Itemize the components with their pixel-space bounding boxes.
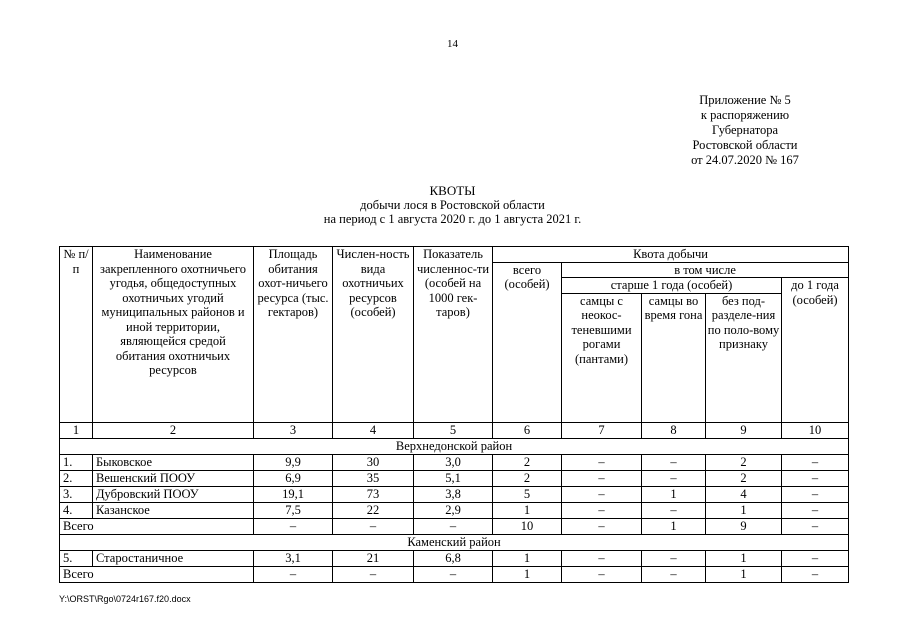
total-count: – bbox=[333, 518, 414, 534]
total-c9: 9 bbox=[706, 518, 782, 534]
total-label: Всего bbox=[60, 518, 254, 534]
total-c10: – bbox=[782, 518, 849, 534]
row-c10: – bbox=[782, 502, 849, 518]
total-c8: – bbox=[642, 566, 706, 582]
row-count: 30 bbox=[333, 454, 414, 470]
document-title bbox=[0, 184, 905, 226]
appendix-line: Приложение № 5 bbox=[699, 93, 791, 107]
row-c7: – bbox=[562, 454, 642, 470]
row-c8: – bbox=[642, 454, 706, 470]
col-number: 3 bbox=[254, 422, 333, 438]
total-row bbox=[60, 566, 849, 582]
row-c7: – bbox=[562, 486, 642, 502]
header-count: Числен-ность вида охотничьих ресурсов (особей) bbox=[333, 247, 414, 423]
row-density: 6,8 bbox=[414, 550, 493, 566]
col-number: 6 bbox=[493, 422, 562, 438]
col-number: 8 bbox=[642, 422, 706, 438]
row-area: 19,1 bbox=[254, 486, 333, 502]
total-row bbox=[60, 518, 849, 534]
row-total: 2 bbox=[493, 470, 562, 486]
total-total: 10 bbox=[493, 518, 562, 534]
row-count: 73 bbox=[333, 486, 414, 502]
row-c8: – bbox=[642, 470, 706, 486]
row-c10: – bbox=[782, 486, 849, 502]
header-area: Площадь обитания охот-ничьего ресурса (тыс. гектаров) bbox=[254, 247, 333, 423]
district-header: Каменский район bbox=[60, 534, 849, 550]
total-c7: – bbox=[562, 518, 642, 534]
header-males-no-antlers: самцы с неокос-теневшими рогами (пантами) bbox=[562, 293, 642, 422]
col-number: 4 bbox=[333, 422, 414, 438]
header-quota: Квота добычи bbox=[493, 247, 849, 263]
header-no-sex: без под-разделе-ния по поло-вому признаку bbox=[706, 293, 782, 422]
col-number: 1 bbox=[60, 422, 93, 438]
appendix-line: Губернатора bbox=[711, 123, 779, 137]
appendix-line: Ростовской области bbox=[692, 138, 798, 152]
col-number: 5 bbox=[414, 422, 493, 438]
file-path-footer: Y:\ORST\Rgo\0724r167.f20.docx bbox=[59, 594, 191, 604]
row-name: Казанское bbox=[93, 502, 254, 518]
row-num: 5. bbox=[60, 550, 93, 566]
title-main: КВОТЫ bbox=[429, 183, 476, 198]
col-number: 7 bbox=[562, 422, 642, 438]
total-total: 1 bbox=[493, 566, 562, 582]
row-c9: 2 bbox=[706, 470, 782, 486]
row-area: 7,5 bbox=[254, 502, 333, 518]
total-density: – bbox=[414, 518, 493, 534]
row-c9: 1 bbox=[706, 550, 782, 566]
row-area: 6,9 bbox=[254, 470, 333, 486]
row-num: 4. bbox=[60, 502, 93, 518]
row-c8: – bbox=[642, 502, 706, 518]
col-number: 10 bbox=[782, 422, 849, 438]
header-older: старше 1 года (особей) bbox=[562, 278, 782, 294]
total-area: – bbox=[254, 518, 333, 534]
total-label: Всего bbox=[60, 566, 254, 582]
row-c10: – bbox=[782, 550, 849, 566]
page-number: 14 bbox=[447, 38, 458, 50]
table-row bbox=[60, 454, 849, 470]
row-area: 9,9 bbox=[254, 454, 333, 470]
row-c9: 4 bbox=[706, 486, 782, 502]
row-density: 3,0 bbox=[414, 454, 493, 470]
col-number: 2 bbox=[93, 422, 254, 438]
header-num: № п/п bbox=[60, 247, 93, 423]
header-density: Показатель численнос-ти (особей на 1000 гек-таров) bbox=[414, 247, 493, 423]
total-count: – bbox=[333, 566, 414, 582]
row-c8: – bbox=[642, 550, 706, 566]
header-total: всего (особей) bbox=[493, 262, 562, 422]
total-density: – bbox=[414, 566, 493, 582]
row-name: Старостаничное bbox=[93, 550, 254, 566]
row-area: 3,1 bbox=[254, 550, 333, 566]
row-density: 5,1 bbox=[414, 470, 493, 486]
appendix-line: от 24.07.2020 № 167 bbox=[691, 153, 799, 167]
row-density: 3,8 bbox=[414, 486, 493, 502]
row-count: 22 bbox=[333, 502, 414, 518]
row-total: 1 bbox=[493, 550, 562, 566]
row-c10: – bbox=[782, 454, 849, 470]
col-number: 9 bbox=[706, 422, 782, 438]
total-c8: 1 bbox=[642, 518, 706, 534]
row-c10: – bbox=[782, 470, 849, 486]
header-including: в том числе bbox=[562, 262, 849, 278]
row-c7: – bbox=[562, 550, 642, 566]
row-c9: 2 bbox=[706, 454, 782, 470]
row-name: Быковское bbox=[93, 454, 254, 470]
appendix-line: к распоряжению bbox=[700, 108, 790, 122]
header-males-rut: самцы во время гона bbox=[642, 293, 706, 422]
table-row bbox=[60, 502, 849, 518]
appendix-block bbox=[640, 93, 850, 168]
row-num: 2. bbox=[60, 470, 93, 486]
row-density: 2,9 bbox=[414, 502, 493, 518]
row-total: 2 bbox=[493, 454, 562, 470]
row-c7: – bbox=[562, 470, 642, 486]
row-total: 1 bbox=[493, 502, 562, 518]
title-subtitle: добычи лося в Ростовской области bbox=[360, 198, 545, 212]
row-c9: 1 bbox=[706, 502, 782, 518]
total-c9: 1 bbox=[706, 566, 782, 582]
row-count: 35 bbox=[333, 470, 414, 486]
quota-table bbox=[59, 246, 849, 583]
row-total: 5 bbox=[493, 486, 562, 502]
total-area: – bbox=[254, 566, 333, 582]
table-row bbox=[60, 470, 849, 486]
row-num: 3. bbox=[60, 486, 93, 502]
row-c8: 1 bbox=[642, 486, 706, 502]
row-count: 21 bbox=[333, 550, 414, 566]
row-c7: – bbox=[562, 502, 642, 518]
header-name: Наименование закрепленного охотничьего угодья, общедоступных охотничьих угодий муниципальных районов и иной территории, являющейся средой обитания охотничьих ресурсов bbox=[93, 247, 254, 423]
total-c10: – bbox=[782, 566, 849, 582]
district-header: Верхнедонской район bbox=[60, 438, 849, 454]
row-num: 1. bbox=[60, 454, 93, 470]
table-row bbox=[60, 550, 849, 566]
total-c7: – bbox=[562, 566, 642, 582]
title-period: на период с 1 августа 2020 г. до 1 августа 2021 г. bbox=[323, 212, 582, 226]
row-name: Вешенский ПООУ bbox=[93, 470, 254, 486]
row-name: Дубровский ПООУ bbox=[93, 486, 254, 502]
table-row bbox=[60, 486, 849, 502]
header-under1: до 1 года (особей) bbox=[782, 278, 849, 423]
